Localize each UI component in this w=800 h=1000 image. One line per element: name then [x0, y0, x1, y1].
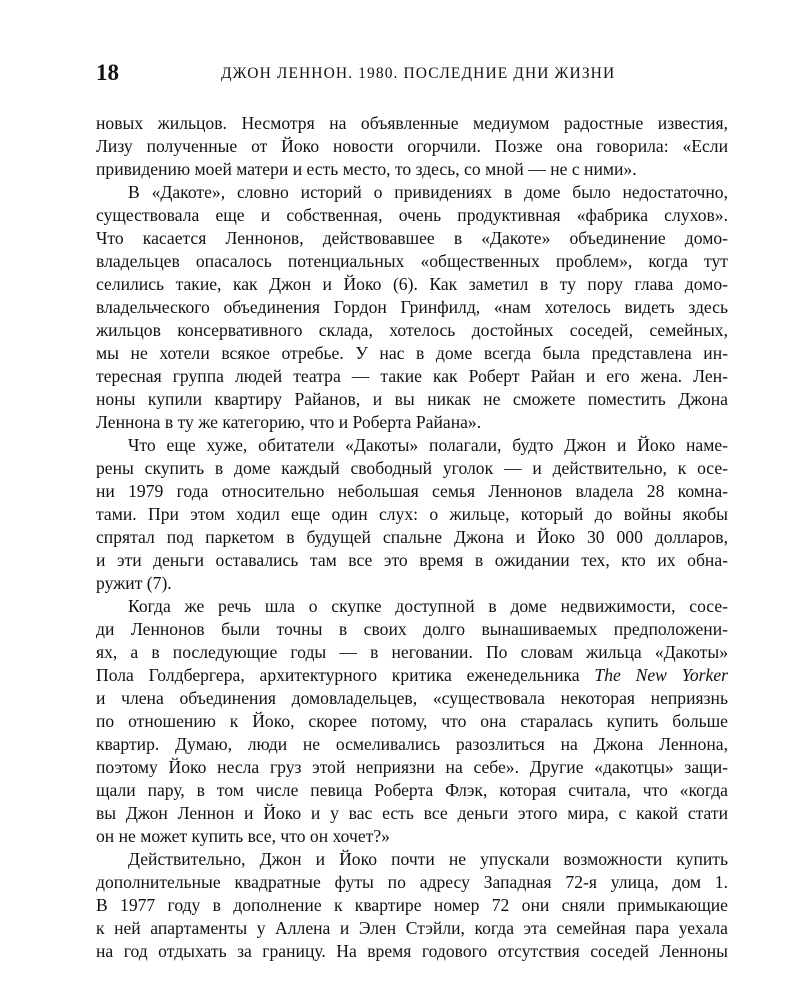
- text-line: на год отдыхать за границу. На время годового отсутствия соседей Ленноны: [96, 941, 728, 961]
- text-line: В 1977 году в дополнение к квартире номер 72 они сняли примыкающие: [96, 895, 728, 915]
- text-line: мы не хотели всякое отребье. У нас в доме всегда была представлена ин-: [96, 343, 728, 363]
- running-head: [96, 58, 728, 88]
- text-line: селились такие, как Джон и Йоко (6). Как заметил в ту пору глава домо-: [96, 274, 728, 294]
- text-line: ни 1979 года относительно небольшая семья Леннонов владела 28 комна-: [96, 481, 728, 501]
- text-line: жильцов консервативного склада, хотелось достойных соседей, семейных,: [96, 320, 728, 340]
- text-line: владельцев опасалось потенциальных «общественных проблем», когда тут: [96, 251, 728, 271]
- text-line: рены скупить в доме каждый свободный уголок — и действительно, к осе-: [96, 458, 728, 478]
- text-line: ноны купили квартиру Райанов, и вы никак не сможете поместить Джона: [96, 389, 728, 409]
- text-segment: Пола Голдбергера, архитектурного критика еженедельника: [96, 665, 595, 685]
- text-body: [96, 112, 728, 963]
- text-line: щали пару, в том числе певица Роберта Флэк, которая считала, что «когда: [96, 780, 728, 800]
- text-line: вы Джон Леннон и Йоко и у вас есть все деньги этого мира, с какой стати: [96, 803, 728, 823]
- text-line: дополнительные квадратные футы по адресу Западная 72-я улица, дом 1.: [96, 872, 728, 892]
- text-line: поэтому Йоко несла груз этой неприязни на себе». Другие «дакотцы» защи-: [96, 757, 728, 777]
- paragraph-3: [96, 434, 728, 595]
- text-line: существовала еще и собственная, очень продуктивная «фабрика слухов».: [96, 205, 728, 225]
- text-line: В «Дакоте», словно историй о привидениях в доме было недостаточно,: [128, 182, 728, 202]
- publication-title: The New Yorker: [594, 665, 728, 685]
- text-line: Что еще хуже, обитатели «Дакоты» полагали, будто Джон и Йоко наме-: [128, 435, 728, 455]
- text-line: и члена объединения домовладельцев, «существовала некоторая неприязнь: [96, 688, 728, 708]
- text-line: ди Леннонов были точны в своих долго вынашиваемых предположени-: [96, 619, 728, 639]
- text-line: Действительно, Джон и Йоко почти не упускали возможности купить: [128, 849, 728, 869]
- text-line: по отношению к Йоко, скорее потому, что она старалась купить больше: [96, 711, 728, 731]
- text-line: ях, а в последующие годы — в неговании. По словам жильца «Дакоты»: [96, 642, 728, 662]
- text-line: привидению моей матери и есть место, то здесь, со мной — не с ними».: [96, 159, 637, 179]
- text-line: владельческого объединения Гордон Гринфилд, «нам хотелось видеть здесь: [96, 297, 728, 317]
- text-line: спрятал под паркетом в будущей спальне Джона и Йоко 30 000 долларов,: [96, 527, 728, 547]
- text-line: квартир. Думаю, люди не осмеливались разозлиться на Джона Леннона,: [96, 734, 728, 754]
- text-line: к ней апартаменты у Аллена и Элен Стэйли, когда эта семейная пара уехала: [96, 918, 728, 938]
- text-line: новых жильцов. Несмотря на объявленные медиумом радостные известия,: [96, 113, 728, 133]
- text-line: тересная группа людей театра — такие как Роберт Райан и его жена. Лен-: [96, 366, 728, 386]
- text-line: тами. При этом ходил еще один слух: о жильце, который до войны якобы: [96, 504, 728, 524]
- text-line-with-title: [96, 664, 728, 687]
- text-line: Когда же речь шла о скупке доступной в доме недвижимости, сосе-: [128, 596, 728, 616]
- text-line: и эти деньги оставались там все это время в ожидании тех, кто их обна-: [96, 550, 728, 570]
- paragraph-1: [96, 112, 728, 181]
- paragraph-2: [96, 181, 728, 434]
- page-number: 18: [96, 60, 119, 85]
- paragraph-4: [96, 595, 728, 848]
- text-line: ружит (7).: [96, 573, 172, 593]
- running-title: ДЖОН ЛЕННОН. 1980. ПОСЛЕДНИЕ ДНИ ЖИЗНИ: [221, 65, 616, 82]
- text-line: Леннона в ту же категорию, что и Роберта Райана».: [96, 412, 482, 432]
- text-line: он не может купить все, что он хочет?»: [96, 826, 390, 846]
- text-line: Лизу полученные от Йоко новости огорчили. Позже она говорила: «Если: [96, 136, 728, 156]
- paragraph-5: [96, 848, 728, 963]
- text-line: Что касается Леннонов, действовавшее в «Дакоте» объединение домо-: [96, 228, 728, 248]
